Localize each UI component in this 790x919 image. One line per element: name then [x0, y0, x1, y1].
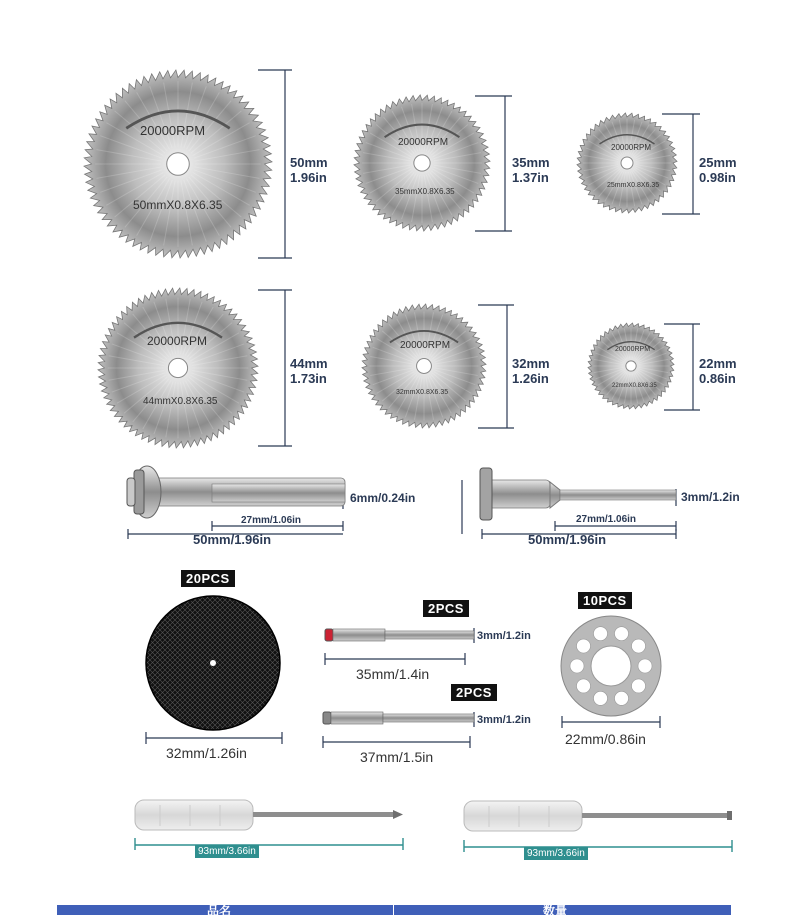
small-mandrel-1	[325, 629, 474, 641]
diamond-hole	[638, 659, 652, 673]
screwdriver-2-length: 93mm/3.66in	[524, 847, 588, 860]
diamond-hole	[632, 679, 646, 693]
blade-3-spec: 25mmX0.8X6.35	[607, 182, 660, 189]
saw-blade-4	[98, 288, 258, 448]
mandrel-2-shank: 3mm/1.2in	[681, 490, 740, 504]
diamond-qty-badge: 10PCS	[578, 592, 632, 609]
diamond-hole	[593, 691, 607, 705]
cutoff-wheel	[146, 596, 280, 730]
small-mandrel-1-shank: 3mm/1.2in	[477, 630, 531, 642]
blade-3-size-in: 0.98in	[699, 170, 736, 185]
blade-6-rpm: 20000RPM	[615, 346, 651, 353]
blade-1-size-mm: 50mm	[290, 155, 328, 170]
mandrel-1-total: 50mm/1.96in	[193, 532, 272, 547]
diamond-hole	[632, 639, 646, 653]
blade-2-size-mm: 35mm	[512, 155, 550, 170]
saw-blade-2	[354, 95, 490, 231]
blade-5-size-mm: 32mm	[512, 356, 550, 371]
table-header-divider	[393, 905, 394, 915]
screwdriver-2	[464, 801, 732, 831]
blade-2-spec: 35mmX0.8X6.35	[395, 187, 455, 196]
blade-6-size-in: 0.86in	[699, 371, 736, 386]
saw-blade-3	[577, 113, 677, 213]
mandrel-1-shaft: 27mm/1.06in	[241, 515, 302, 526]
blade-1-size	[290, 155, 328, 185]
blade-4-size	[290, 356, 328, 386]
blade-5-size-in: 1.26in	[512, 371, 549, 386]
blade-1-size-in: 1.96in	[290, 170, 327, 185]
cutoff-qty-badge: 20PCS	[181, 570, 235, 587]
blade-5-spec: 32mmX0.8X6.35	[396, 389, 449, 396]
blade-3-size-mm: 25mm	[699, 155, 737, 170]
blade-4-size-mm: 44mm	[290, 356, 328, 371]
diamond-hole	[615, 691, 629, 705]
blade-6-spec: 22mmX0.8X6.35	[612, 383, 657, 389]
small-mandrel-2	[323, 712, 474, 724]
blade-3-size	[699, 155, 737, 185]
cutoff-size: 32mm/1.26in	[166, 745, 247, 761]
blade-4-size-in: 1.73in	[290, 371, 327, 386]
small-mandrel-1-length: 35mm/1.4in	[356, 666, 430, 682]
blade-4-rpm: 20000RPM	[147, 334, 208, 348]
diamond-hole	[576, 679, 590, 693]
small-mandrel-2-length: 37mm/1.5in	[360, 749, 434, 765]
blade-2-rpm: 20000RPM	[398, 137, 449, 148]
mandrel-1	[127, 466, 345, 518]
blade-6-size	[699, 356, 737, 386]
diamond-size: 22mm/0.86in	[565, 731, 646, 747]
saw-blade-5	[362, 304, 486, 428]
small-mandrel-2-shank: 3mm/1.2in	[477, 714, 531, 726]
small-mandrel-2-qty-badge: 2PCS	[451, 684, 497, 701]
saw-blade-1	[84, 70, 272, 258]
mandrel-2-total: 50mm/1.96in	[528, 532, 607, 547]
mandrel-2	[480, 468, 676, 520]
blade-1-spec: 50mmX0.8X6.35	[133, 198, 223, 212]
blade-6-size-mm: 22mm	[699, 356, 737, 371]
diamond-hole	[615, 627, 629, 641]
blade-5-rpm: 20000RPM	[400, 340, 451, 351]
saw-blade-6	[588, 323, 674, 409]
table-header-product: 品名	[207, 904, 232, 918]
blade-5-size	[512, 356, 550, 386]
blade-4-spec: 44mmX0.8X6.35	[143, 396, 218, 407]
blade-2-size	[512, 155, 550, 185]
diamond-wheel	[561, 616, 661, 716]
diamond-hole	[576, 639, 590, 653]
blade-1-rpm: 20000RPM	[140, 123, 206, 138]
diamond-hole	[593, 627, 607, 641]
screwdriver-1-length: 93mm/3.66in	[195, 845, 259, 858]
blade-2-size-in: 1.37in	[512, 170, 549, 185]
mandrel-2-shaft: 27mm/1.06in	[576, 514, 637, 525]
screwdriver-1	[135, 800, 403, 830]
mandrel-1-shank: 6mm/0.24in	[350, 491, 416, 505]
small-mandrel-1-qty-badge: 2PCS	[423, 600, 469, 617]
table-header-quantity: 数量	[543, 904, 568, 918]
table-header	[57, 904, 731, 918]
blade-3-rpm: 20000RPM	[611, 143, 652, 152]
diamond-hole	[570, 659, 584, 673]
